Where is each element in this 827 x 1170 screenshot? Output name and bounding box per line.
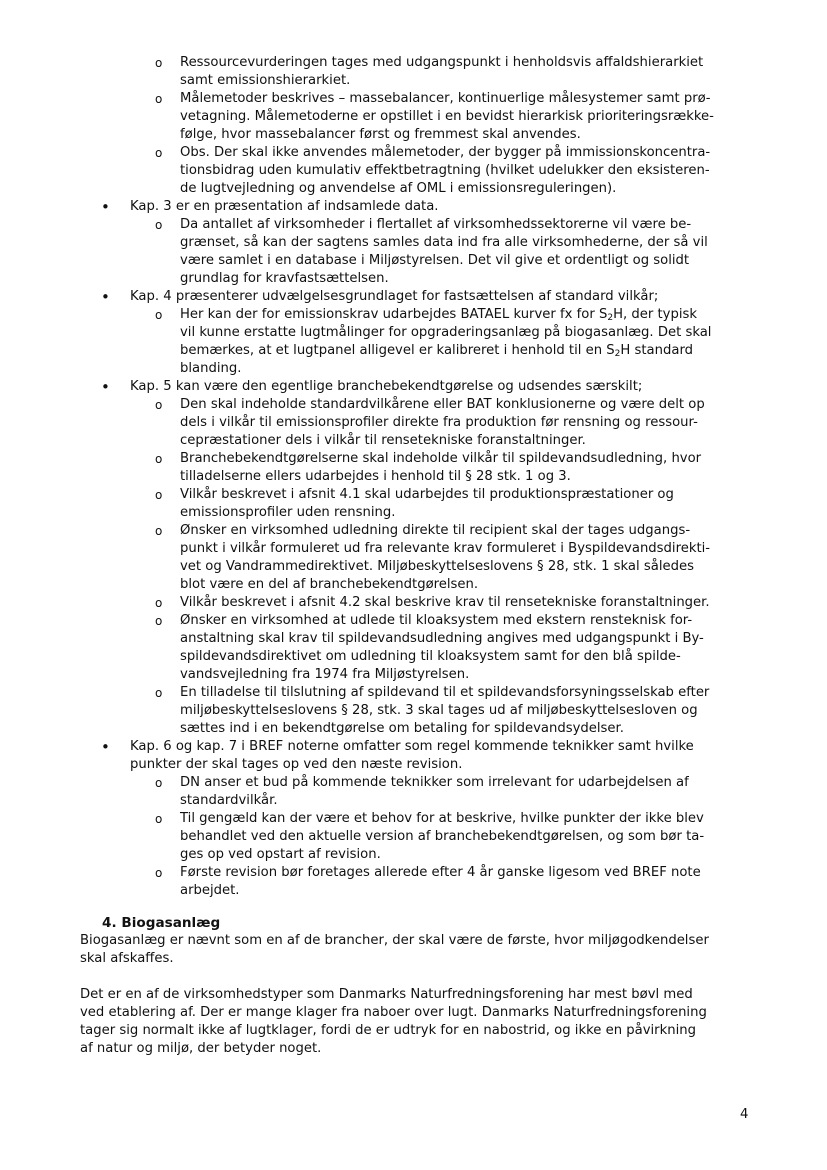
text-line: Biogasanlæg er nævnt som en af de brancher, der skal være de første, hvor miljøgodkendelser [80,933,709,948]
text-line: være samlet i en database i Miljøstyrelsen. Det vil give et ordentligt og solidt [180,253,690,268]
text-line: behandlet ved den aktuelle version af branchebekendtgørelsen, og som bør ta- [180,829,705,844]
bullet-marker: • [101,738,110,756]
text-line: Ressourcevurderingen tages med udgangspunkt i henholdsvis affaldshierarkiet [180,55,704,70]
text-line: Da antallet af virksomheder i flertallet af virksomhedssektorerne vil være be- [180,217,692,232]
text-line: Kap. 6 og kap. 7 i BREF noterne omfatter som regel kommende teknikker samt hvilke [130,739,694,754]
sub-bullet-marker: o [155,596,163,610]
text-line: anstaltning skal krav til spildevandsudledning angives med udgangspunkt i By- [180,631,704,646]
text-line: Til gengæld kan der være et behov for at beskrive, hvilke punkter der ikke blev [180,811,704,826]
text-line: skal afskaffes. [80,951,174,966]
text-line: Vilkår beskrevet i afsnit 4.1 skal udarbejdes til produktionspræstationer og [180,487,674,502]
sub-bullet-marker: o [155,812,163,826]
text-line: tager sig normalt ikke af lugtklager, fordi de er udtryk for en nabostrid, og ikke en påvirkning [80,1023,696,1038]
sub-bullet-marker: o [155,686,163,700]
sub-bullet-marker: o [155,866,163,880]
text-line: spildevandsdirektivet om udledning til kloaksystem samt for den blå spilde- [180,649,681,664]
text-line: Første revision bør foretages allerede efter 4 år ganske ligesom ved BREF note [180,865,701,880]
text-line: Her kan der for emissionskrav udarbejdes BATAEL kurver fx for $S_2H$, der typisk [180,307,697,323]
text-line: tilladelserne ellers udarbejdes i henhold til § 28 stk. 1 og 3. [180,469,571,484]
text-line: tionsbidrag uden kumulativ effektbetragtning (hvilket udelukker den eksisteren- [180,163,710,178]
text-line: dels i vilkår til emissionsprofiler direkte fra produktion før rensning og ressour- [180,415,698,430]
sub-bullet-marker: o [155,524,163,538]
text-line: de lugtvejledning og anvendelse af OML i emissionsreguleringen). [180,181,617,196]
text-line: DN anser et bud på kommende teknikker som irrelevant for udarbejdelsen af [180,775,689,790]
text-line: punkter der skal tages op ved den næste revision. [130,757,463,772]
text-line: vil kunne erstatte lugtmålinger for opgraderingsanlæg på biogasanlæg. Det skal [180,325,712,340]
text-line: blot være en del af branchebekendtgørelsen. [180,577,479,592]
sub-bullet-marker: o [155,398,163,412]
sub-bullet-marker: o [155,308,163,322]
text-line: grænset, så kan der sagtens samles data ind fra alle virksomhederne, der så vil [180,235,708,250]
text-line: blanding. [180,361,242,376]
text-line: 4. Biogasanlæg [102,915,221,931]
sub-bullet-marker: o [155,776,163,790]
text-line: bemærkes, at et lugtpanel alligevel er kalibreret i henhold til en $S_2H$ standard [180,343,694,359]
bullet-marker: • [101,288,110,306]
text-line: grundlag for kravfastsættelsen. [180,271,389,286]
text-line: punkt i vilkår formuleret ud fra relevante krav formuleret i Byspildevandsdirekti- [180,541,711,556]
text-line: arbejdet. [180,883,240,898]
text-line: Kap. 5 kan være den egentlige branchebekendtgørelse og udsendes særskilt; [130,379,643,394]
text-line: samt emissionshierarkiet. [180,73,351,88]
text-line: Kap. 4 præsenterer udvælgelsesgrundlaget for fastsættelsen af standard vilkår; [130,289,659,304]
text-line: En tilladelse til tilslutning af spildevand til et spildevandsforsyningsselskab efter [180,685,710,700]
text-line: standardvilkår. [180,793,278,808]
text-line: Obs. Der skal ikke anvendes målemetoder, der bygger på immissionskoncentra- [180,145,711,160]
page-number: 4 [740,1107,749,1122]
text-line: sættes ind i en bekendtgørelse om betaling for spildevandsydelser. [180,721,624,736]
text-line: Det er en af de virksomhedstyper som Danmarks Naturfredningsforening har mest bøvl med [80,987,693,1002]
text-line: Vilkår beskrevet i afsnit 4.2 skal beskrive krav til rensetekniske foranstaltninger. [180,595,710,610]
text-line: Målemetoder beskrives – massebalancer, kontinuerlige målesystemer samt prø- [180,91,711,106]
text-line: vet og Vandrammedirektivet. Miljøbeskyttelseslovens § 28, stk. 1 skal således [180,559,694,574]
text-line: Branchebekendtgørelserne skal indeholde vilkår til spildevandsudledning, hvor [180,451,702,466]
sub-bullet-marker: o [155,488,163,502]
text-line: miljøbeskyttelseslovens § 28, stk. 3 skal tages ud af miljøbeskyttelsesloven og [180,703,698,718]
text-line: emissionsprofiler uden rensning. [180,505,396,520]
text-line: vetagning. Målemetoderne er opstillet i en bevidst hierarkisk prioriteringsrække- [180,109,714,124]
text-line: vandsvejledning fra 1974 fra Miljøstyrelsen. [180,667,470,682]
sub-bullet-marker: o [155,218,163,232]
text-line: af natur og miljø, der betyder noget. [80,1041,322,1056]
sub-bullet-marker: o [155,452,163,466]
text-line: Kap. 3 er en præsentation af indsamlede data. [130,199,439,214]
text-line: Ønsker en virksomhed udledning direkte til recipient skal der tages udgangs- [180,523,691,538]
bullet-marker: • [101,378,110,396]
text-line: ges op ved opstart af revision. [180,847,381,862]
text-line: ved etablering af. Der er mange klager fra naboer over lugt. Danmarks Naturfredningsforening [80,1005,707,1020]
text-line: følge, hvor massebalancer først og fremmest skal anvendes. [180,127,581,142]
sub-bullet-marker: o [155,92,163,106]
sub-bullet-marker: o [155,614,163,628]
sub-bullet-marker: o [155,56,163,70]
text-line: Ønsker en virksomhed at udlede til kloaksystem med ekstern rensteknisk for- [180,613,693,628]
sub-bullet-marker: o [155,146,163,160]
text-line: Den skal indeholde standardvilkårene eller BAT konklusionerne og være delt op [180,397,705,412]
bullet-marker: • [101,198,110,216]
text-line: cepræstationer dels i vilkår til rensetekniske foranstaltninger. [180,433,586,448]
